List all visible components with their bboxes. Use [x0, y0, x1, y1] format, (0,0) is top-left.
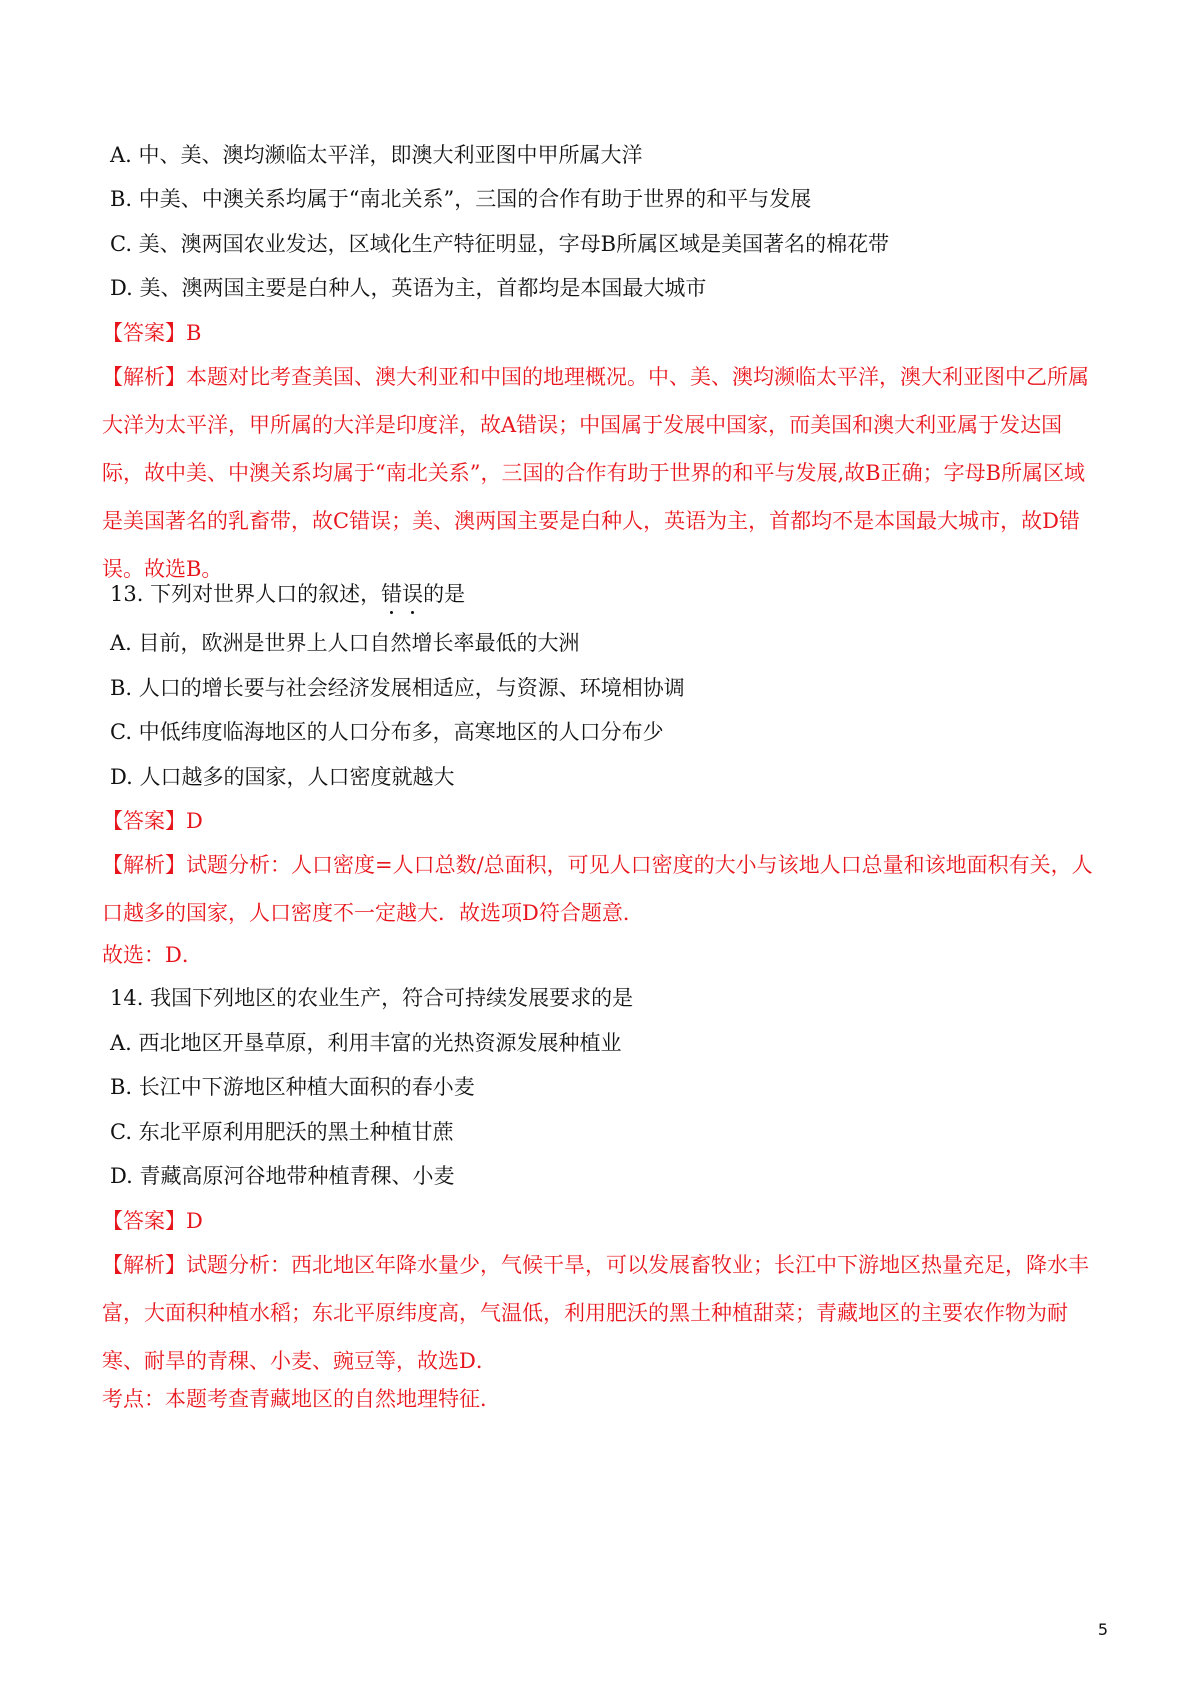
q14-analysis: 【解析】试题分析：西北地区年降水量少，气候干旱，可以发展畜牧业；长江中下游地区热量充足，降水丰富，大面积种植水稻；东北平原纬度高，气温低，利用肥沃的黑土种植甜菜；青藏地区的主要农作物为耐寒、耐旱的青稞、小麦、豌豆等，故选D．: [102, 1253, 1089, 1373]
q13-option-c: C. 中低纬度临海地区的人口分布多，高寒地区的人口分布少: [110, 720, 664, 744]
q13-stem-prefix: 13. 下列对世界人口的叙述，: [110, 582, 382, 606]
q14-option-b: B. 长江中下游地区种植大面积的春小麦: [110, 1075, 475, 1099]
q14-answer: 【答案】D: [102, 1209, 203, 1233]
q12-answer: 【答案】B: [102, 321, 202, 345]
q13-option-b: B. 人口的增长要与社会经济发展相适应，与资源、环境相协调: [110, 676, 685, 700]
q14-option-a: A. 西北地区开垦草原，利用丰富的光热资源发展种植业: [110, 1031, 622, 1055]
q14-option-d: D. 青藏高原河谷地带种植青稞、小麦: [110, 1164, 455, 1188]
q13-answer: 【答案】D: [102, 809, 203, 833]
q14-point: 考点：本题考查青藏地区的自然地理特征．: [102, 1387, 501, 1411]
q14-stem: 14. 我国下列地区的农业生产，符合可持续发展要求的是: [110, 986, 634, 1010]
q13-stem-suffix: 的是: [423, 582, 466, 606]
q13-analysis: 【解析】试题分析：人口密度=人口总数/总面积，可见人口密度的大小与该地人口总量和该地面积有关，人口越多的国家，人口密度不一定越大．故选项D符合题意．: [102, 853, 1093, 925]
q13-conclusion: 故选：D．: [102, 943, 203, 967]
page-number: 5: [1097, 1620, 1108, 1639]
q13-option-a: A. 目前，欧洲是世界上人口自然增长率最低的大洲: [110, 631, 580, 655]
q12-option-d: D. 美、澳两国主要是白种人，英语为主，首都均是本国最大城市: [110, 276, 707, 300]
q13-stem-emphasis-1: 错: [381, 579, 402, 609]
q13-stem: [110, 579, 1100, 609]
q12-option-c: C. 美、澳两国农业发达，区域化生产特征明显，字母B所属区域是美国著名的棉花带: [110, 232, 890, 256]
q14-option-c: C. 东北平原利用肥沃的黑土种植甘蔗: [110, 1120, 454, 1144]
q12-option-b: B. 中美、中澳关系均属于“南北关系”，三国的合作有助于世界的和平与发展: [110, 187, 812, 211]
q12-analysis: 【解析】本题对比考查美国、澳大利亚和中国的地理概况。中、美、澳均濒临太平洋，澳大利亚图中乙所属大洋为太平洋，甲所属的大洋是印度洋，故A错误；中国属于发展中国家，而美国和澳大利亚属于发达国际，故中美、中澳关系均属于“南北关系”，三国的合作有助于世界的和平与发展,故B正确；字母B所属区域是美国著名的乳畜带，故C错误；美、澳两国主要是白种人，英语为主，首都均不是本国最大城市，故D错误。故选B。: [102, 365, 1089, 581]
q13-stem-emphasis-2: 误: [402, 579, 423, 609]
q12-option-a: A. 中、美、澳均濒临太平洋，即澳大利亚图中甲所属大洋: [110, 143, 643, 167]
q13-option-d: D. 人口越多的国家，人口密度就越大: [110, 765, 455, 789]
